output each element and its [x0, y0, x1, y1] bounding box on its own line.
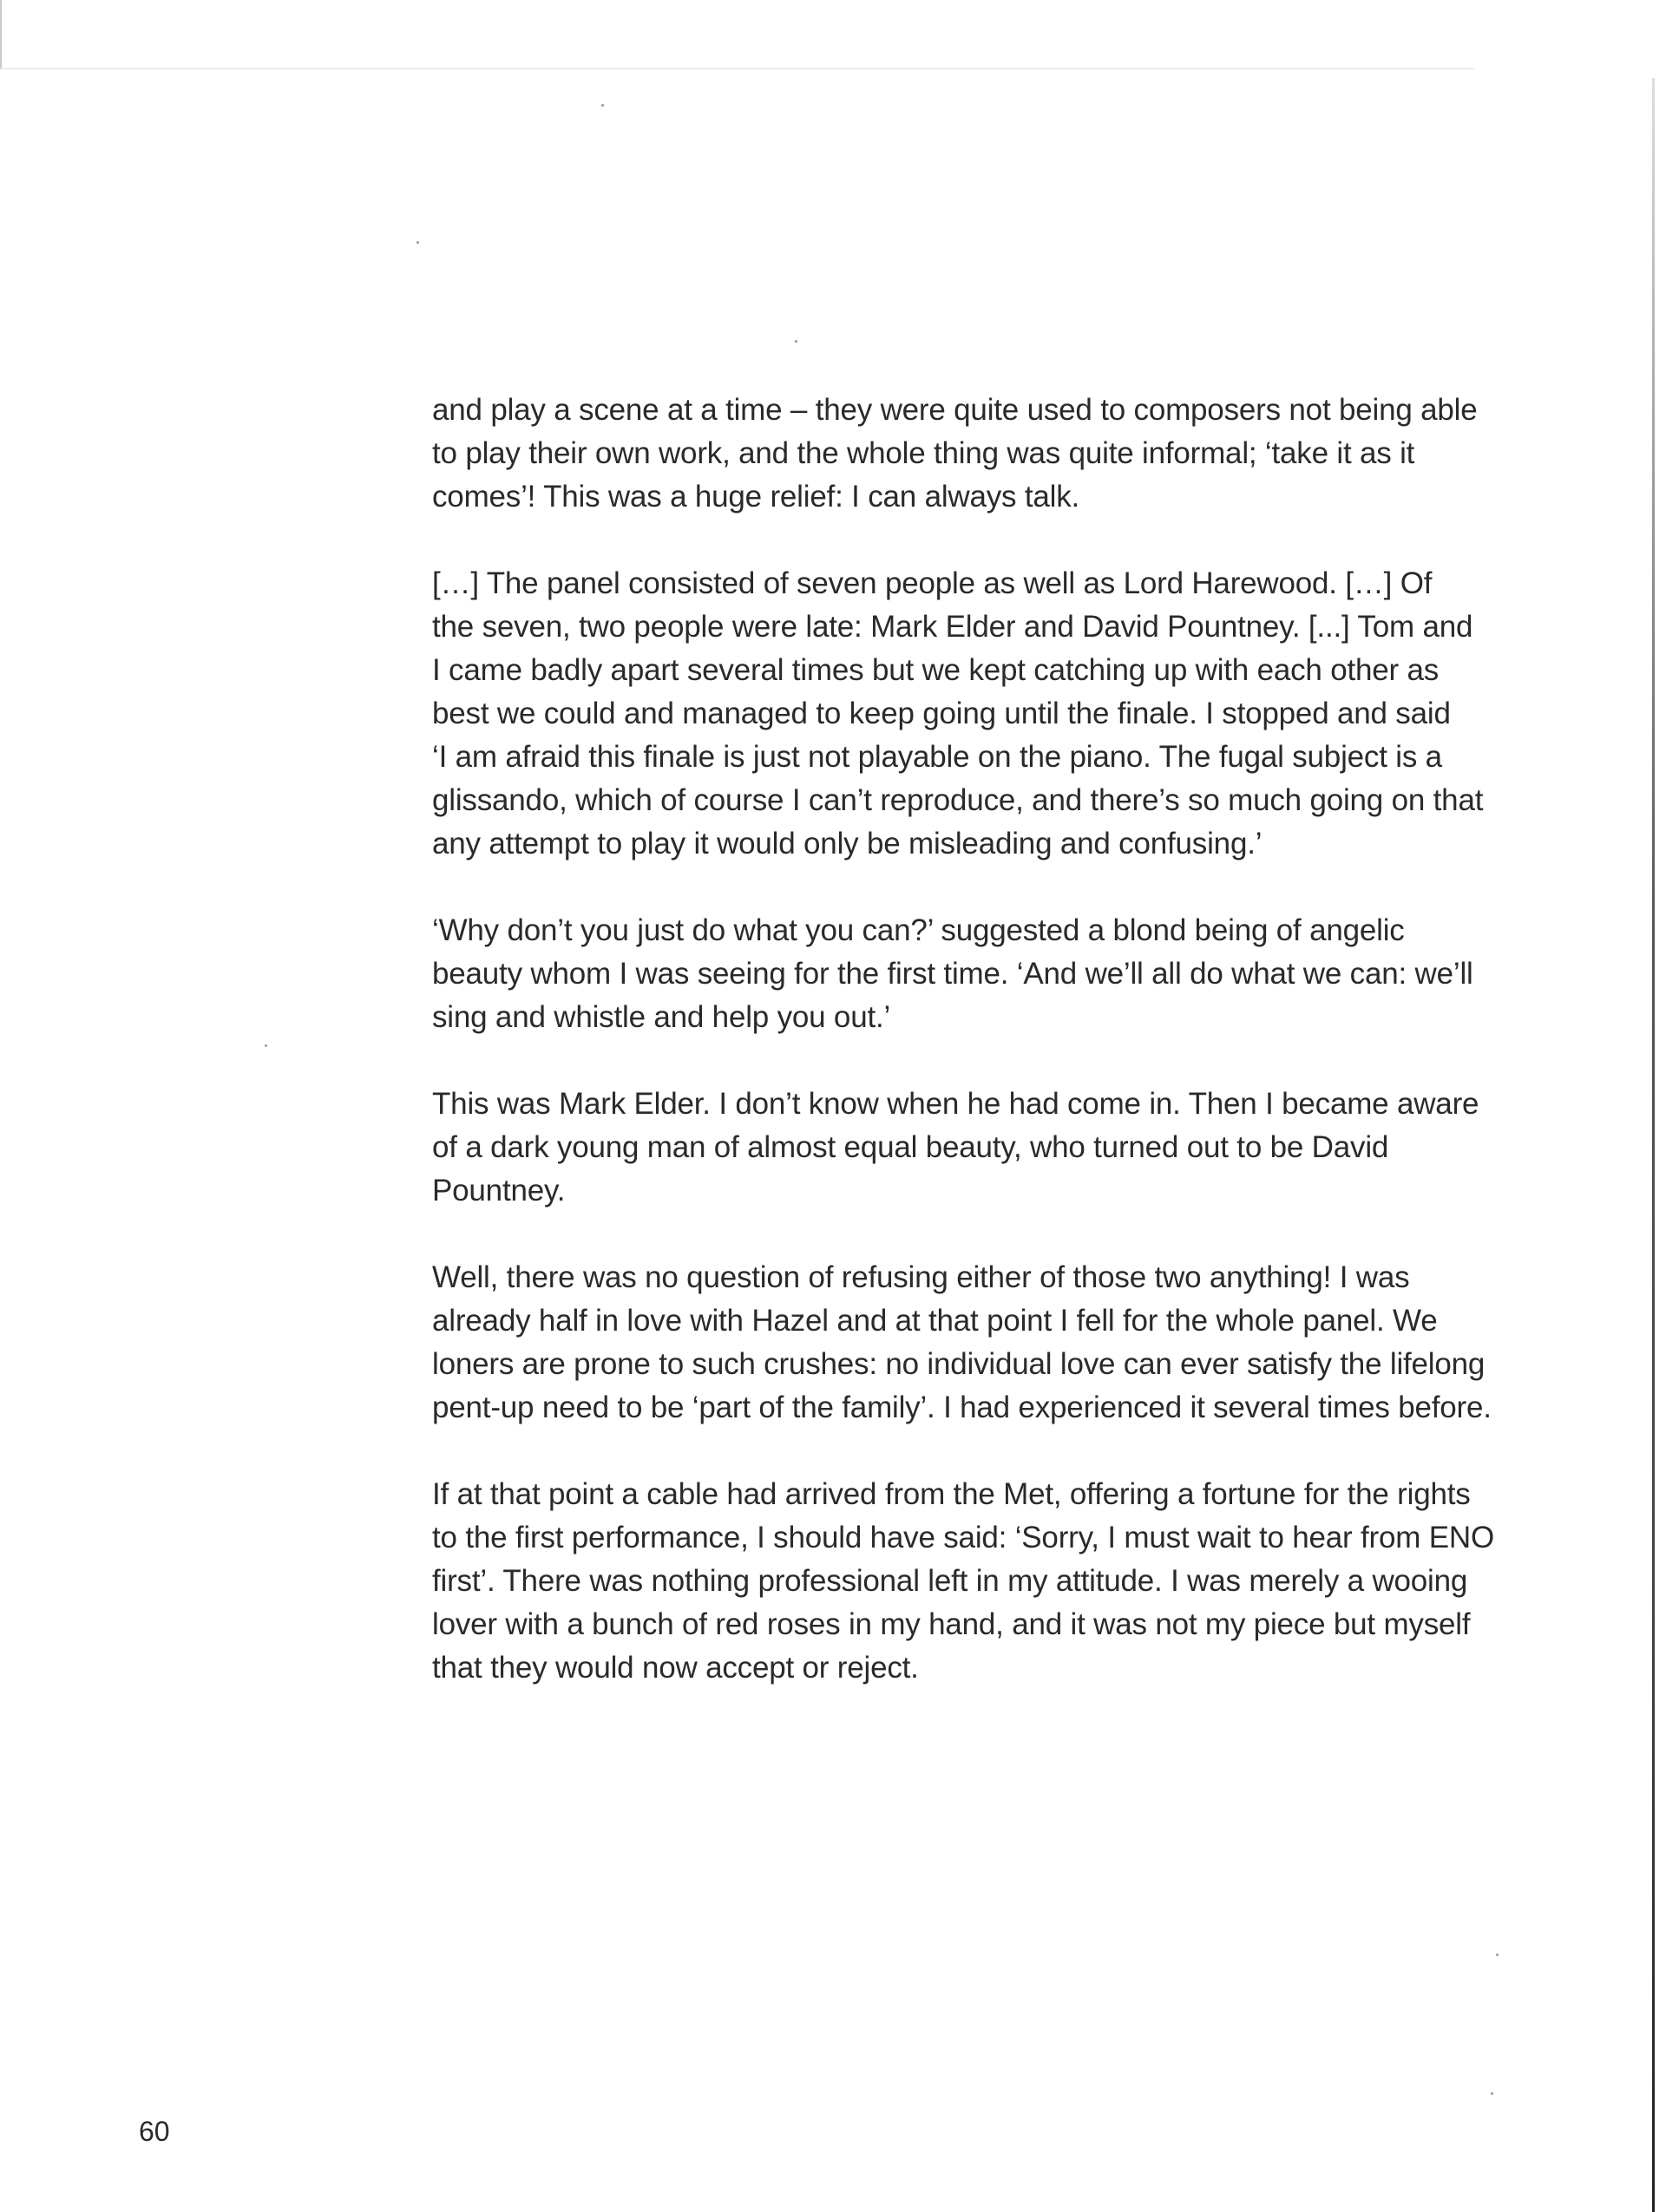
- text-line: loners are prone to such crushes: no individual love can ever satisfy the lifelong: [432, 1347, 1486, 1381]
- paragraph: [432, 1256, 1586, 1430]
- text-line: first’. There was nothing professional left in my attitude. I was merely a wooing: [432, 1564, 1468, 1598]
- scan-speck: [416, 241, 419, 244]
- page-number: 60: [139, 2116, 170, 2147]
- text-line: glissando, which of course I can’t reproduce, and there’s so much going on that: [432, 783, 1484, 817]
- text-line: pent-up need to be ‘part of the family’. I had experienced it several times before.: [432, 1391, 1492, 1424]
- text-line: already half in love with Hazel and at that point I fell for the whole panel. We: [432, 1304, 1438, 1338]
- scan-speck: [265, 1044, 267, 1047]
- text-line: I came badly apart several times but we kept catching up with each other as: [432, 653, 1440, 687]
- scan-speck: [1491, 2092, 1493, 2095]
- text-line: comes’! This was a huge relief: I can always talk.: [432, 480, 1080, 514]
- paragraph: [432, 562, 1586, 866]
- text-line: ‘I am afraid this finale is just not playable on the piano. The fugal subject is a: [432, 740, 1442, 774]
- text-line: sing and whistle and help you out.’: [432, 1000, 891, 1034]
- text-line: the seven, two people were late: Mark Elder and David Pountney. [...] Tom and: [432, 610, 1473, 644]
- scan-right-edge: [1652, 78, 1655, 2212]
- scan-speck: [795, 340, 797, 343]
- text-line: Pountney.: [432, 1174, 566, 1207]
- paragraph: [432, 1473, 1586, 1690]
- text-line: to play their own work, and the whole thing was quite informal; ‘take it as it: [432, 436, 1415, 470]
- text-line: lover with a bunch of red roses in my hand, and it was not my piece but myself: [432, 1607, 1471, 1641]
- paragraph: [432, 389, 1586, 519]
- scan-top-edge: [0, 0, 1475, 69]
- scan-speck: [1496, 1953, 1499, 1956]
- body-text: [432, 389, 1586, 1733]
- text-line: This was Mark Elder. I don’t know when he had come in. Then I became aware: [432, 1087, 1479, 1121]
- text-line: best we could and managed to keep going until the finale. I stopped and said: [432, 697, 1451, 730]
- text-line: If at that point a cable had arrived from the Met, offering a fortune for the rights: [432, 1477, 1471, 1511]
- text-line: of a dark young man of almost equal beauty, who turned out to be David: [432, 1130, 1389, 1164]
- text-line: and play a scene at a time – they were quite used to composers not being able: [432, 393, 1478, 427]
- text-line: […] The panel consisted of seven people as well as Lord Harewood. […] Of: [432, 566, 1433, 600]
- paragraph: [432, 909, 1586, 1039]
- paragraph: [432, 1083, 1586, 1213]
- text-line: ‘Why don’t you just do what you can?’ suggested a blond being of angelic: [432, 913, 1405, 947]
- text-line: any attempt to play it would only be misleading and confusing.’: [432, 827, 1263, 861]
- text-line: Well, there was no question of refusing either of those two anything! I was: [432, 1260, 1410, 1294]
- text-line: to the first performance, I should have said: ‘Sorry, I must wait to hear from ENO: [432, 1521, 1494, 1554]
- text-line: that they would now accept or reject.: [432, 1651, 919, 1685]
- scan-speck: [601, 104, 604, 107]
- text-line: beauty whom I was seeing for the first time. ‘And we’ll all do what we can: we’ll: [432, 957, 1473, 991]
